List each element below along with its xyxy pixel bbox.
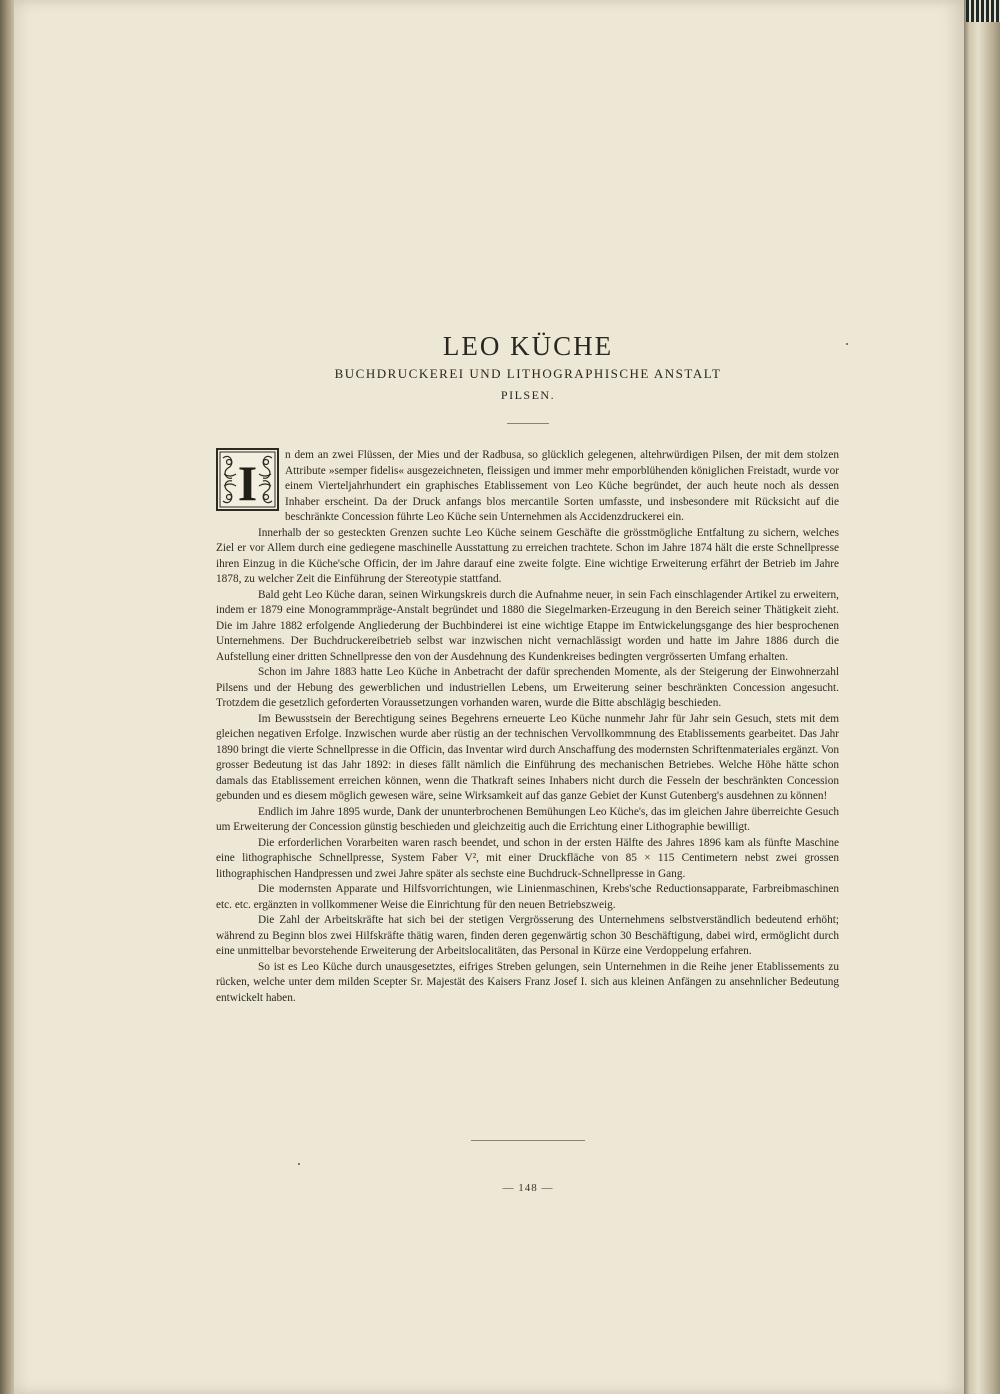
paragraph: Schon im Jahre 1883 hatte Leo Küche in Anbetracht der dafür sprechenden Momente, als der Steigerung der Einwohnerzahl Pilsens und der Hebung des gewerblichen und industriellen Lebens, um Erweiterung seiner beschränkten Concession angesucht. Trotzdem die gesetzlich geforderten Voraussetzungen vorhanden waren, wurde die Bitte abschlägig beschieden. bbox=[216, 666, 839, 709]
book-spine-edge bbox=[0, 0, 14, 1394]
paragraph: Bald geht Leo Küche daran, seinen Wirkungskreis durch die Aufnahme neuer, in sein Fach einschlagender Artikel zu erweitern, indem er 1879 eine Monogrammpräge-Anstalt begründet und 1880 die Siegelmarken-Erzeugung in den Bereich seiner Thätigkeit zieht. Die im Jahre 1882 erfolgende Angliederung der Buchbinderei ist eine wichtige Etappe im Entwickelungsgange des hier besprochenen Unternehmens. Der Buchdruckereibetrieb selbst war inzwischen nicht vernachlässigt worden und hatte im Jahre 1886 durch die Aufstellung einer dritten Schnellpresse den von der Ausdehnung des Kundenkreises bedingten vergrösserten Umfang erhalten. bbox=[216, 588, 839, 663]
paragraph: Im Bewusstsein der Berechtigung seines Begehrens erneuerte Leo Küche nunmehr Jahr für Jahr sein Gesuch, stets mit dem gleichen negativen Erfolge. Inzwischen wurde aber rüstig an der technischen Vervollkommnung des Etablissements gearbeitet. Das Jahr 1890 bringt die vierte Schnellpresse in die Officin, das Inventar wird durch Anschaffung des modernsten Schriftenmateriales ergänzt. Von grosser Bedeutung ist das Jahr 1892: in dieses fällt nämlich die Einführung des mechanischen Betriebes. Welche Höhe hätte schon damals das Etablissement erreichen können, wenn die Thatkraft seines Inhabers nicht durch die Fesseln der beschränkten Concession gebunden und es diesem möglich gewesen wäre, seine Wirksamkeit auf das ganze Gebiet der Kunst Gutenberg's ausdehnen zu können! bbox=[216, 712, 839, 802]
paragraph: So ist es Leo Küche durch unausgesetztes, eifriges Streben gelungen, sein Unternehmen in die Reihe jener Etablissements zu rücken, welche unter dem milden Scepter Sr. Majestät des Kaisers Franz Josef I. sich aus kleinen Anfängen zu ansehnlicher Bedeutung entwickelt haben. bbox=[216, 960, 839, 1004]
next-page-edge bbox=[964, 0, 1000, 1394]
paragraph: n dem an zwei Flüssen, der Mies und der Radbusa, so glücklich gelegenen, altehrwürdigen Pilsen, der mit dem stolzen Attribute »semper fidelis« ausgezeichneten, fleissigen und immer mehr emporblühenden königlichen Freistadt, wurde vor einem Vierteljahrhundert ein graphisches Etablissement von Leo Küche begründet, der auch heute noch als dessen Inhaber erscheint. Da der Druck anfangs blos mercantile Sorten umfasste, und insbesondere mit Rücksicht auf die beschränkte Concession führte Leo Küche sein Unternehmen als Accidenzdruckerei ein. bbox=[285, 449, 839, 523]
initial-letter: I bbox=[237, 455, 258, 509]
paragraph: Die erforderlichen Vorarbeiten waren rasch beendet, und schon in der ersten Hälfte des Jahres 1896 kam als fünfte Maschine eine lithographische Schnellpresse, System Faber V², mit einer Druckfläche von 85 × 115 Centimetern nebst zwei grossen lithographischen Handpressen und zwei Jahre später als sechste eine Buchdruck-Schnellpresse in Gang. bbox=[216, 836, 839, 880]
divider-top bbox=[507, 423, 549, 424]
paragraph: Die Zahl der Arbeitskräfte hat sich bei der stetigen Vergrösserung des Unternehmens selbstverständlich bedeutend erhöht; während zu Beginn blos zwei Hilfskräfte thätig waren, finden deren gegenwärtig schon 30 Beschäftigung, dabei wird, ermöglicht durch eine unmittelbar bevorstehende Erweiterung der Arbeitslocalitäten, das Personal in Kürze eine Verdoppelung erfahren. bbox=[216, 914, 839, 957]
city-label: PILSEN. bbox=[500, 388, 556, 402]
initial-ornament-svg bbox=[218, 450, 277, 509]
binding-thread bbox=[966, 0, 1000, 22]
paper-speck bbox=[298, 1163, 300, 1165]
ornamental-initial-icon bbox=[216, 448, 279, 511]
paragraph: Die modernsten Apparate und Hilfsvorrichtungen, wie Linienmaschinen, Krebs'sche Reductionsapparate, Farbreibmaschinen etc. etc. ergänzten in vollkommener Weise die Einrichtung für den neuen Betriebszweig. bbox=[216, 883, 839, 911]
paragraph: Innerhalb der so gesteckten Grenzen suchte Leo Küche seinem Geschäfte die grösstmögliche Entfaltung zu sichern, welches Ziel er vor Allem durch eine gediegene maschinelle Ausstattung zu erreichen trachtete. Schon im Jahre 1874 hält die erste Schnellpresse ihren Einzug in die Küche'sche Officin, der im Jahre darauf eine zweite folgte. Eine wichtige Erweiterung erfährt der Betrieb im Jahre 1878, zu welcher Zeit die Einführung der Stereotypie stattfand. bbox=[216, 526, 839, 585]
article-body bbox=[216, 448, 839, 1006]
page-number: — 148 — bbox=[502, 1182, 554, 1194]
divider-bottom bbox=[471, 1140, 585, 1141]
page-title: LEO KÜCHE bbox=[442, 331, 614, 361]
page-subtitle: BUCHDRUCKEREI UND LITHOGRAPHISCHE ANSTALT bbox=[334, 366, 722, 381]
paragraph: Endlich im Jahre 1895 wurde, Dank der ununterbrochenen Bemühungen Leo Küche's, das im gleichen Jahre überreichte Gesuch um Erweiterung der Concession günstig beschieden und gleichzeitig auch die Errichtung einer Lithographie bewilligt. bbox=[216, 805, 839, 833]
